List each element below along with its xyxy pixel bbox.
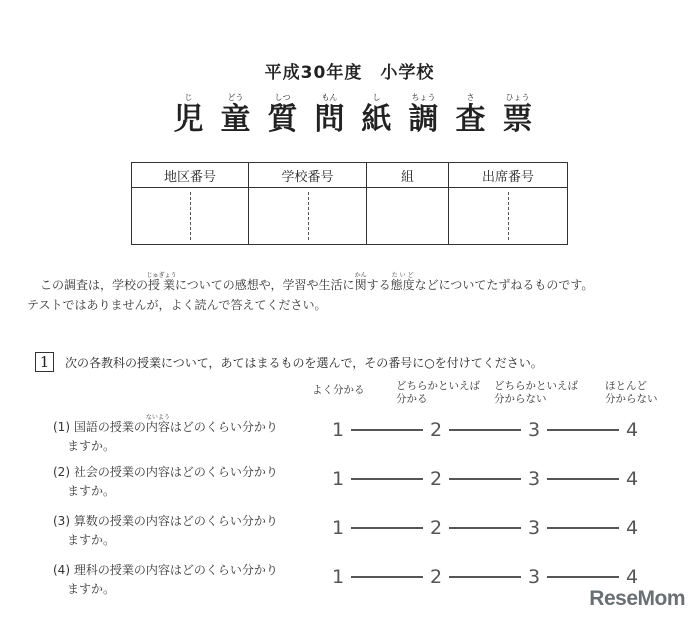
title-furigana: さ	[466, 93, 475, 102]
title-kanji: 児	[173, 102, 204, 137]
answer-option-1[interactable]: 1	[331, 468, 345, 490]
title-char	[212, 92, 259, 137]
answer-option-3[interactable]: 3	[527, 419, 541, 441]
scale-connector-line	[449, 576, 521, 578]
scale-connector-line	[449, 527, 521, 529]
question-item	[53, 414, 278, 456]
title-char	[400, 92, 447, 137]
class-field[interactable]	[367, 188, 449, 245]
item-text-cont: ますか。	[67, 582, 116, 596]
title-furigana: しつ	[274, 93, 291, 102]
scale-label-2: どちらかといえば 分かる	[396, 380, 480, 405]
page-title	[165, 92, 541, 137]
scale-label-3: どちらかといえば 分からない	[494, 380, 578, 405]
question-text: 次の各教科の授業について，あてはまるものを選んで，その番号に○を付けてください。	[65, 356, 543, 370]
scale-label-1: よく分かる	[312, 384, 365, 396]
title-furigana: ひょう	[505, 93, 530, 102]
header-attendance-number: 出席番号	[449, 163, 568, 188]
resemom-watermark-logo: ReseMom	[589, 587, 685, 610]
student-id-table	[131, 162, 568, 245]
answer-option-1[interactable]: 1	[331, 566, 345, 588]
scale-connector-line	[547, 527, 619, 529]
item-text: (2) 社会の授業の内容はどのくらい分かり	[53, 465, 278, 479]
item-text: (3) 算数の授業の内容はどのくらい分かり	[53, 514, 278, 528]
scale-connector-line	[351, 527, 423, 529]
title-furigana: し	[372, 93, 381, 102]
scale-connector-line	[547, 429, 619, 431]
answer-option-4[interactable]: 4	[625, 419, 639, 441]
item-text-cont: ますか。	[67, 439, 116, 453]
answer-option-3[interactable]: 3	[527, 468, 541, 490]
title-char	[353, 92, 400, 137]
header-school-number: 学校番号	[249, 163, 367, 188]
answer-scale	[325, 419, 645, 441]
school-number-field[interactable]	[249, 188, 367, 245]
answer-option-2[interactable]: 2	[429, 468, 443, 490]
intro-line-2: テストではありませんが，よく読んで答えてください。	[27, 298, 327, 312]
answer-option-2[interactable]: 2	[429, 566, 443, 588]
title-char	[259, 92, 306, 137]
attendance-number-field[interactable]	[449, 188, 568, 245]
answer-option-2[interactable]: 2	[429, 419, 443, 441]
answer-option-3[interactable]: 3	[527, 517, 541, 539]
title-kanji: 紙	[361, 102, 392, 137]
subtitle: 平成30年度 小学校	[264, 63, 435, 83]
title-char	[165, 92, 212, 137]
title-kanji: 問	[314, 102, 345, 137]
answer-scale	[325, 468, 645, 490]
answer-option-4[interactable]: 4	[625, 468, 639, 490]
scale-connector-line	[449, 429, 521, 431]
title-kanji: 調	[408, 102, 439, 137]
question-item	[53, 512, 278, 550]
answer-scale	[325, 517, 645, 539]
item-text-cont: ますか。	[67, 484, 116, 498]
item-text: (1) 国語の授業の内容ないようはどのくらい分かり	[53, 414, 278, 434]
title-furigana: じ	[184, 93, 193, 102]
item-text: (4) 理科の授業の内容はどのくらい分かり	[53, 563, 278, 577]
title-furigana: ちょう	[411, 93, 436, 102]
title-kanji: 票	[502, 102, 533, 137]
scale-connector-line	[351, 429, 423, 431]
title-kanji: 童	[220, 102, 251, 137]
question-number: 1	[35, 352, 54, 372]
scale-connector-line	[351, 478, 423, 480]
scale-connector-line	[351, 576, 423, 578]
answer-option-2[interactable]: 2	[429, 517, 443, 539]
title-kanji: 査	[455, 102, 486, 137]
intro-line-1: この調査は，学校の授業じゅぎょうについての感想や，学習や生活に関かんする態度たいどなどについてたずねるものです。	[40, 272, 594, 292]
title-char	[306, 92, 353, 137]
answer-scale	[325, 566, 645, 588]
scale-connector-line	[547, 478, 619, 480]
question-item	[53, 561, 278, 599]
title-char	[447, 92, 494, 137]
title-furigana: もん	[321, 93, 338, 102]
answer-option-4[interactable]: 4	[625, 566, 639, 588]
answer-option-1[interactable]: 1	[331, 517, 345, 539]
answer-option-1[interactable]: 1	[331, 419, 345, 441]
answer-option-3[interactable]: 3	[527, 566, 541, 588]
item-text-cont: ますか。	[67, 533, 116, 547]
scale-label-4: ほとんど 分からない	[605, 380, 658, 405]
scale-connector-line	[547, 576, 619, 578]
answer-option-4[interactable]: 4	[625, 517, 639, 539]
title-char	[494, 92, 541, 137]
header-class: 組	[367, 163, 449, 188]
question-item	[53, 463, 278, 501]
district-number-field[interactable]	[132, 188, 249, 245]
title-furigana: どう	[227, 93, 244, 102]
scale-connector-line	[449, 478, 521, 480]
header-district-number: 地区番号	[132, 163, 249, 188]
title-kanji: 質	[267, 102, 298, 137]
